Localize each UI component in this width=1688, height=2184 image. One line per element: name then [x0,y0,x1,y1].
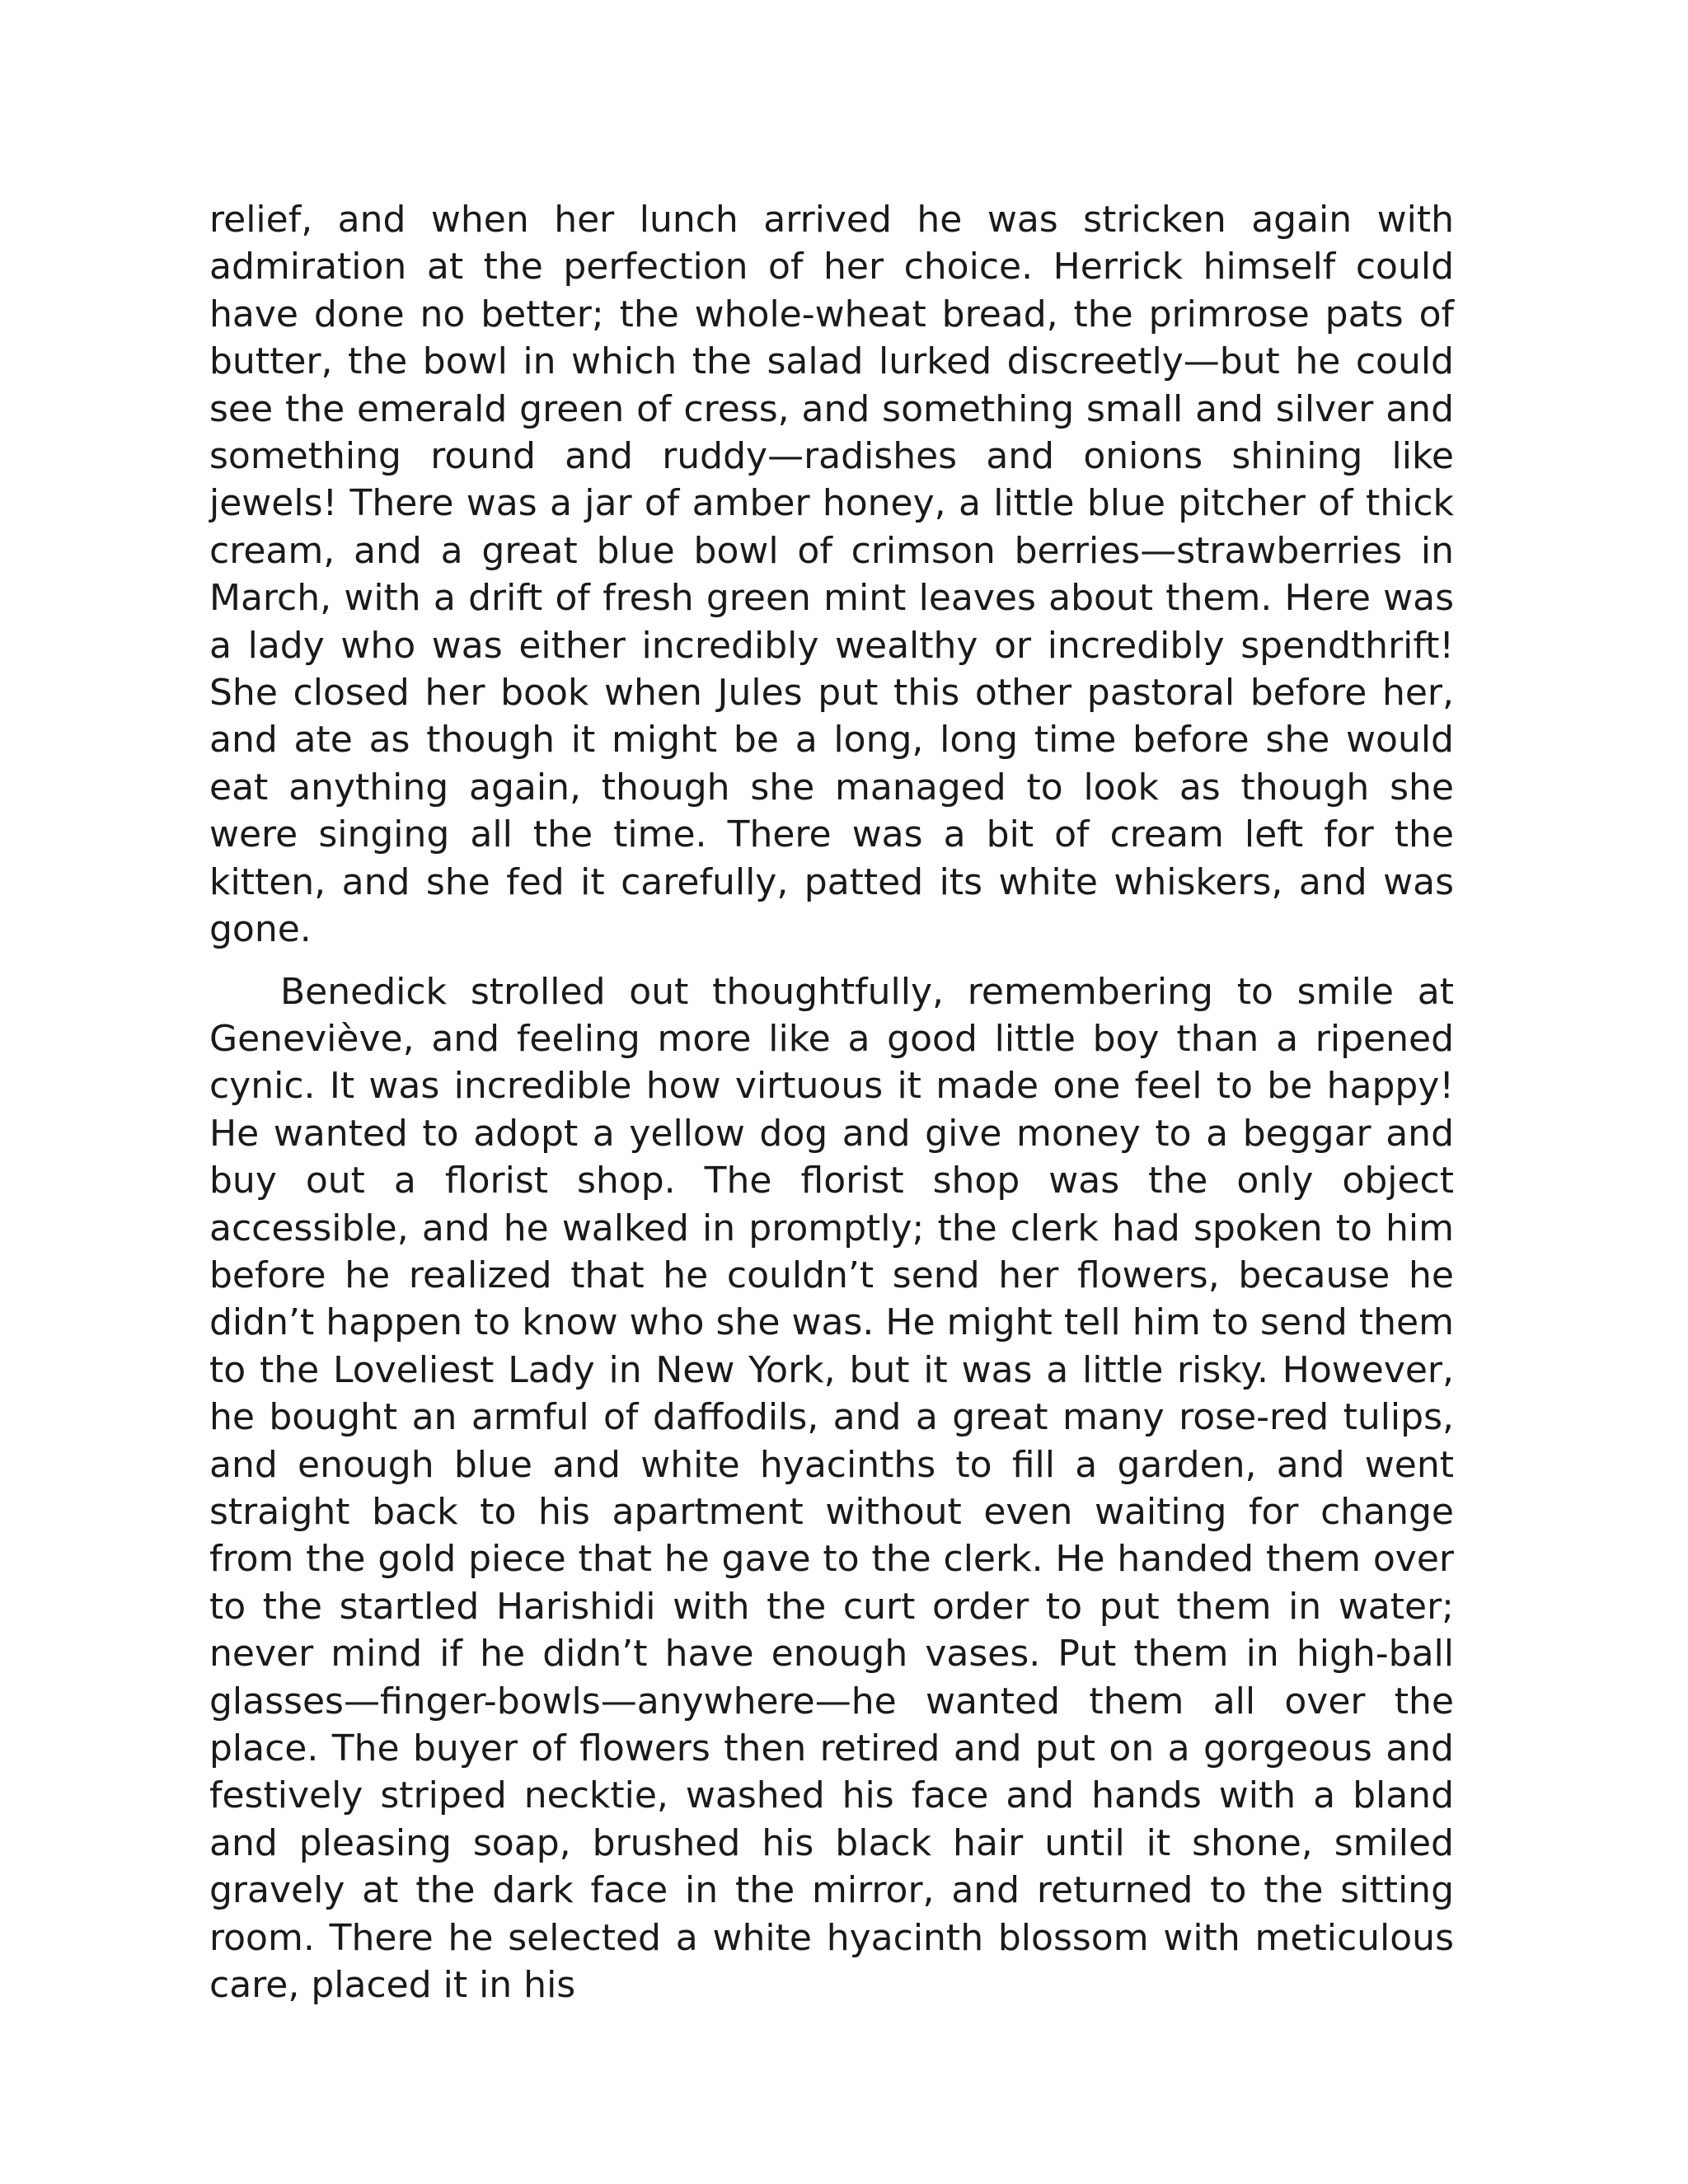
body-text [209,196,1454,2008]
paragraph-1: relief, and when her lunch arrived he was stricken again with admiration at the perfection of her choice. Herrick himself could have done no better; the whole-wheat bread, the primrose pats of butter, the bowl in which the salad lurked discreetly—but he could see the emerald green of cress, and something small and silver and something round and ruddy—radishes and onions shining like jewels! There was a jar of amber honey, a little blue pitcher of thick cream, and a great blue bowl of crimson berries—strawberries in March, with a drift of fresh green mint leaves about them. Here was a lady who was either incredibly wealthy or incredibly spendthrift! She closed her book when Jules put this other pastoral before her, and ate as though it might be a long, long time before she would eat anything again, though she managed to look as though she were singing all the time. There was a bit of cream left for the kitten, and she fed it carefully, patted its white whiskers, and was gone. [209,199,1454,951]
paragraph-2: Benedick strolled out thoughtfully, remembering to smile at Geneviève, and feeling more like a good little boy than a ripened cynic. It was incredible how virtuous it made one feel to be happy! He wanted to adopt a yellow dog and give money to a beggar and buy out a florist shop. The florist shop was the only object accessible, and he walked in promptly; the clerk had spoken to him before he realized that he couldn’t send her flowers, because he didn’t happen to know who she was. He might tell him to send them to the Loveliest Lady in New York, but it was a little risky. However, he bought an armful of daffodils, and a great many rose-red tulips, and enough blue and white hyacinths to fill a garden, and went straight back to his apartment without even waiting for change from the gold piece that he gave to the clerk. He handed them over to the startled Harishidi with the curt order to put them in water; never mind if he didn’t have enough vases. Put them in high-ball glasses—finger-bowls—anywhere—he wanted them all over the place. The buyer of flowers then retired and put on a gorgeous and festively striped necktie, washed his face and hands with a bland and pleasing soap, brushed his black hair until it shone, smiled gravely at the dark face in the mirror, and returned to the sitting room. There he selected a white hyacinth blossom with meticulous care, placed it in his [209,970,1454,2007]
